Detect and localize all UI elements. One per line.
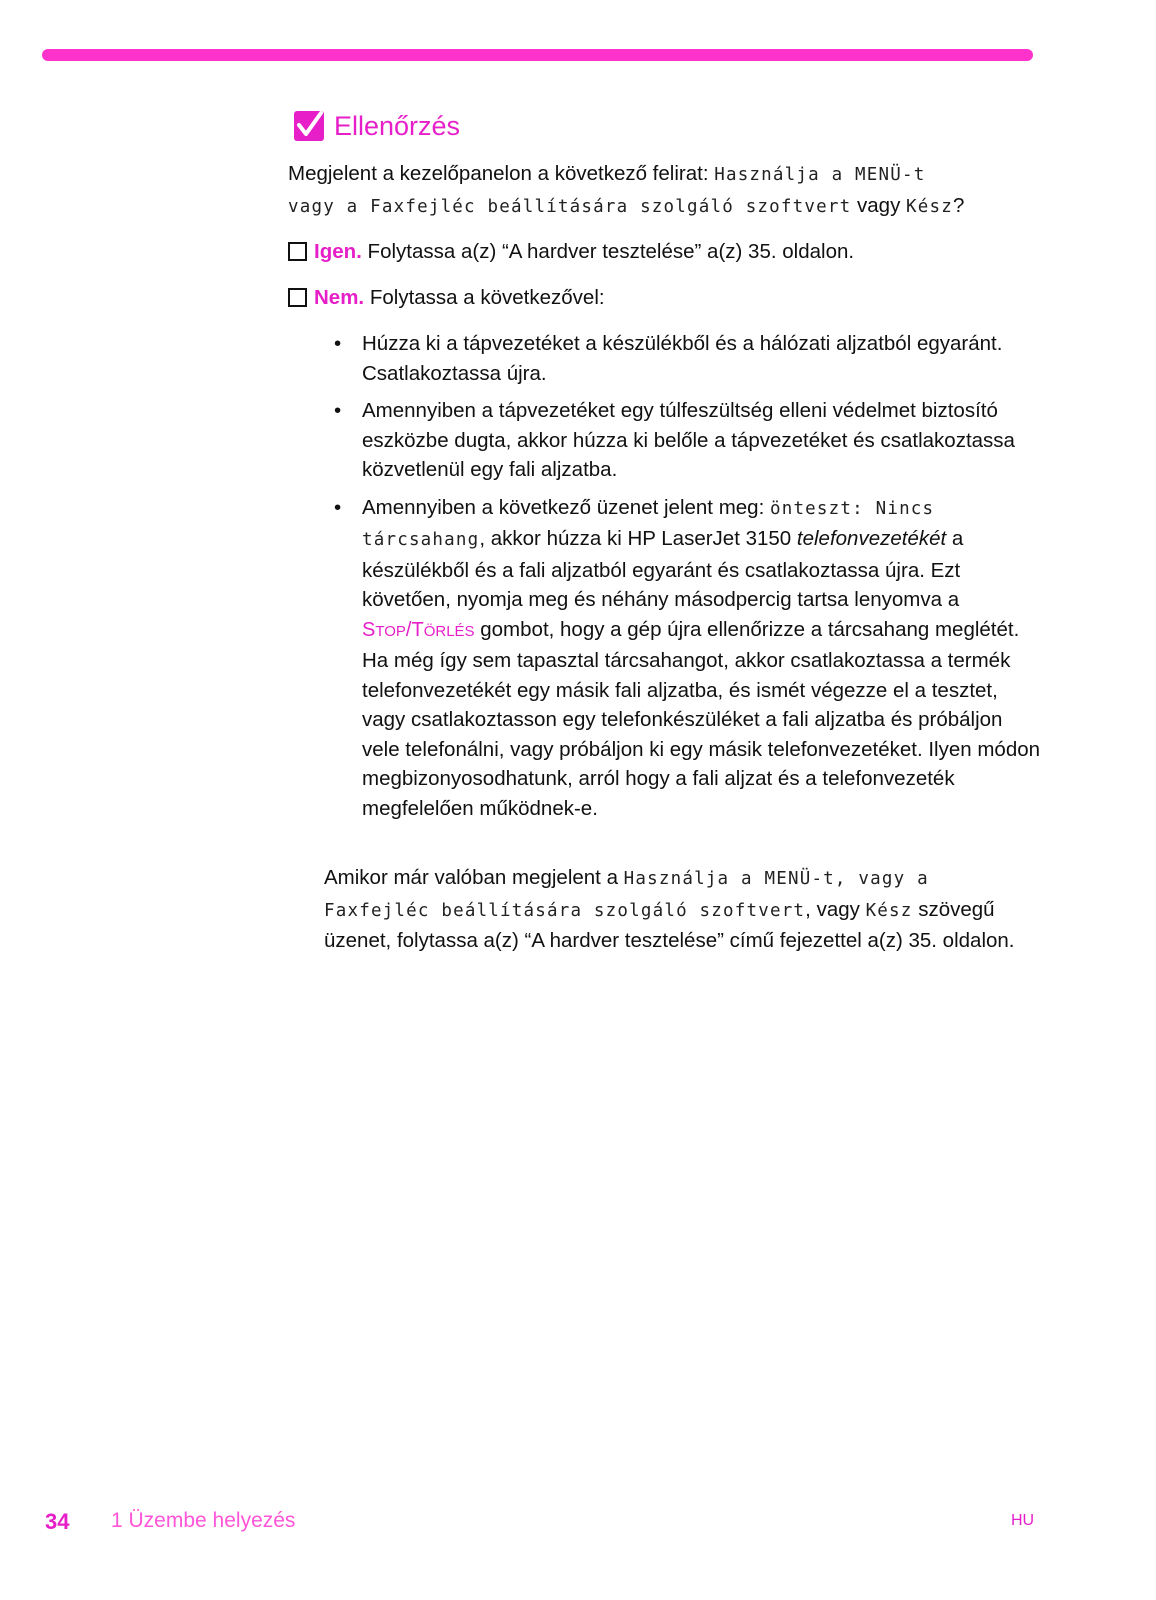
list-item — [334, 329, 1044, 388]
closing-text: Amikor már valóban megjelent a — [324, 866, 624, 889]
bullet-icon: • — [334, 399, 342, 422]
bullet-text: a készülékből és a fali aljzatból egyaránt és csatlakoztassa újra. Ezt követően, nyomja meg és néhány másodpercig tartsa lenyomva a — [362, 527, 964, 611]
checkbox-icon — [288, 288, 307, 307]
bullet-paragraph: Ha még így sem tapasztal tárcsahangot, akkor csatlakoztassa a termék telefonvezetékét egy másik fali aljzatba, és ismét végezze el a tesztet, vagy csatlakoztasson egy telefonkészüléket a fali aljzatba és próbáljon vele telefonálni, vagy próbáljon ki egy másik telefonvezetéket. Ilyen módon megbizonyosodhatunk, arról hogy a fali aljzat és a telefonvezeték megfelelően működnek-e. — [362, 649, 1041, 820]
closing-text: , vagy — [805, 897, 866, 921]
bullet-text: Amennyiben a következő üzenet jelent meg: — [362, 495, 770, 519]
checkbox-icon — [288, 242, 307, 261]
bullet-text: gombot, hogy a gép újra ellenőrizze a tárcsahang meglétét. — [474, 617, 1020, 641]
header-rule — [42, 49, 1033, 61]
lcd-message: Kész — [906, 196, 953, 217]
option-yes — [288, 237, 854, 267]
bullet-icon: • — [334, 332, 342, 355]
list-item — [334, 493, 1044, 824]
lcd-message: vagy a Faxfejléc beállítására szolgáló szoftvert — [288, 196, 852, 217]
lcd-message: Használja a MENÜ-t — [714, 165, 926, 185]
lcd-message: önteszt: Nincs tárcsahang — [362, 498, 935, 550]
option-no — [288, 283, 605, 313]
page-number: 34 — [45, 1509, 70, 1534]
bullet-list — [334, 329, 1044, 831]
section-title: Ellenőrzés — [334, 111, 461, 141]
intro-paragraph — [288, 159, 1048, 222]
section-heading — [294, 108, 460, 144]
option-no-text: Folytassa a következővel: — [369, 286, 605, 309]
list-item — [334, 396, 1044, 485]
option-no-label: Nem. — [314, 286, 365, 309]
language-code: HU — [1011, 1512, 1035, 1529]
option-yes-text: Folytassa a(z) “A hardver tesztelése” a(z) 35. oldalon. — [367, 240, 855, 263]
lcd-message: Használja a MENÜ-t, vagy a Faxfejléc beállítására szolgáló szoftvert — [324, 869, 929, 921]
stop-clear-key: STOP/TÖRLÉS — [362, 618, 475, 641]
bullet-emphasis: telefonvezetékét — [796, 527, 947, 550]
bullet-paragraph — [362, 493, 1044, 647]
bullet-text: , akkor húzza ki HP LaserJet 3150 — [479, 527, 797, 550]
intro-text: ? — [952, 193, 965, 217]
chapter-title: 1 Üzembe helyezés — [111, 1509, 296, 1532]
closing-text: szövegű üzenet, folytassa a(z) “A hardver tesztelése” című fejezettel a(z) 35. oldalon. — [324, 897, 1015, 952]
intro-text: Megjelent a kezelőpanelon a következő felirat: — [288, 162, 715, 185]
option-yes-label: Igen. — [314, 240, 362, 263]
bullet-text: Húzza ki a tápvezetéket a készülékből és a hálózati aljzatból egyaránt. Csatlakoztassa újra. — [362, 332, 1003, 385]
bullet-icon: • — [334, 495, 342, 519]
lcd-message: Kész — [865, 900, 913, 921]
checkmark-box-icon — [294, 110, 324, 142]
intro-text: vagy — [851, 193, 907, 217]
bullet-text: Amennyiben a tápvezetéket egy túlfeszültség elleni védelmet biztosító eszközbe dugta, akkor húzza ki belőle a tápvezetéket és csatlakoztassa közvetlenül egy fali aljzatba. — [362, 399, 1015, 481]
closing-paragraph — [324, 863, 1024, 956]
